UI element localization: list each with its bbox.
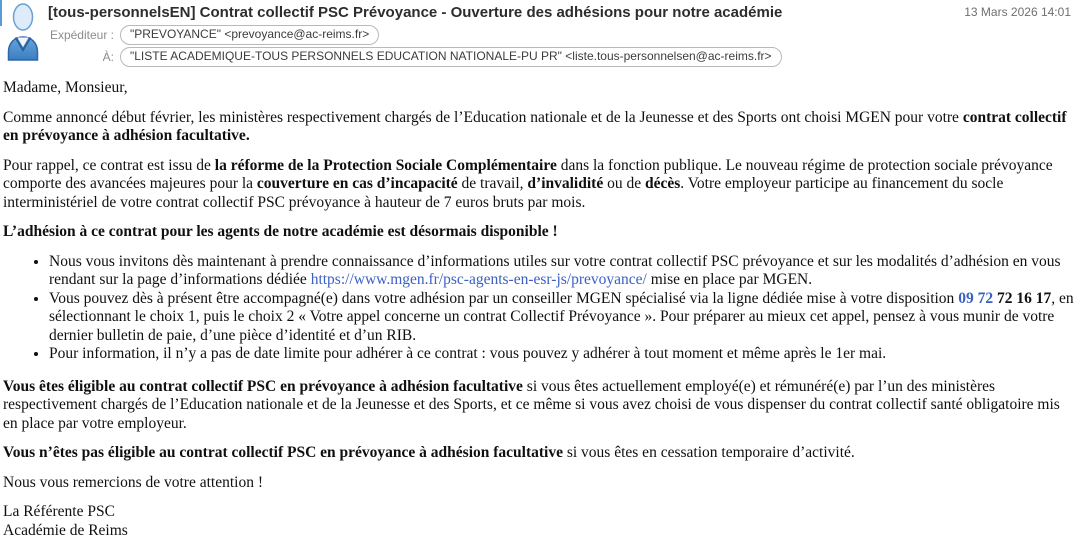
bullet-item — [49, 290, 1076, 346]
body-paragraph — [3, 223, 1076, 242]
body-paragraph — [3, 444, 1076, 463]
body-text: La Référente PSC — [3, 503, 115, 520]
body-text: si vous êtes en cessation temporaire d’activité. — [562, 444, 855, 461]
body-paragraph — [3, 378, 1076, 434]
body-text: la réforme de la Protection Sociale Complémentaire — [214, 156, 557, 174]
body-paragraph — [3, 157, 1076, 213]
body-text: L’adhésion à ce contrat pour les agents de notre académie est désormais disponible ! — [3, 223, 558, 240]
sender-chip[interactable]: "PREVOYANCE" <prevoyance@ac-reims.fr> — [120, 25, 379, 45]
body-text: Pour information, il n’y a pas de date limite pour adhérer à ce contrat : vous pouvez y adhérer à tout moment et même après le 1er mai. — [49, 345, 887, 362]
body-text: de travail, — [457, 175, 528, 192]
body-text: Vous êtes éligible au contrat collectif PSC en prévoyance à adhésion facultative — [3, 377, 523, 395]
bullet-item — [49, 345, 1076, 364]
body-link[interactable]: https://www.mgen.fr/psc-agents-en-esr-js/prevoyance/ — [310, 271, 647, 288]
email-subject: [tous-personnelsEN] Contrat collectif PSC Prévoyance - Ouverture des adhésions pour notre académie — [48, 4, 783, 21]
body-text: si vous êtes actuellement employé(e) et rémunéré(e) par l’un des ministères respectivement chargés de l’Education nationale et de la Jeunesse et des Sports, et ce même si vous avez choisi de vous dispenser du contrat collectif santé obligatoire mis en place par votre employeur. — [3, 377, 1060, 432]
bullet-list — [3, 253, 1076, 364]
bullet-item — [49, 253, 1076, 290]
recipient-row — [0, 47, 782, 67]
body-text: Comme annoncé début février, les ministères respectivement chargés de l’Education nationale et de la Jeunesse et des Sports ont choisi MGEN pour votre — [3, 108, 963, 126]
body-paragraph — [3, 474, 1076, 493]
left-accent-bar — [0, 0, 2, 26]
body-text: mise en place par MGEN. — [646, 271, 813, 288]
to-label: À: — [102, 50, 114, 64]
body-text: ou de — [603, 175, 645, 192]
body-paragraph — [3, 503, 1076, 522]
body-paragraph — [3, 109, 1076, 146]
body-text: couverture en cas d’incapacité — [256, 175, 458, 192]
body-text: Nous vous remercions de votre attention ! — [3, 473, 263, 491]
recipient-chip[interactable]: "LISTE ACADEMIQUE-TOUS PERSONNELS EDUCATION NATIONALE-PU PR" <liste.tous-personnelsen@ac-reims.fr> — [120, 47, 782, 67]
body-text: 72 16 17 — [993, 289, 1052, 307]
body-paragraph — [3, 522, 1076, 541]
email-date: 13 Mars 2026 14:01 — [964, 5, 1071, 19]
body-text: . Votre employeur participe au financement du socle interministériel de votre contrat collectif PSC prévoyance à hauteur de 7 euros bruts par mois. — [3, 175, 1004, 211]
body-text: Madame, Monsieur, — [3, 79, 128, 96]
body-text: décès — [644, 175, 681, 192]
body-text: Académie de Reims — [3, 521, 128, 539]
body-text: Vous n’êtes pas éligible au contrat collectif PSC en prévoyance à adhésion facultative — [3, 444, 563, 461]
body-text: Pour rappel, ce contrat est issu de — [3, 156, 215, 174]
body-text: Nous vous invitons dès maintenant à prendre connaissance d’informations utiles sur votre contrat collectif PSC prévoyance et sur les modalités d’adhésion en vous rendant sur la page d’informations dédiée — [49, 252, 1061, 288]
body-text: , en sélectionnant le choix 1, puis le choix 2 « Votre appel concerne un contrat Collectif Prévoyance ». Pour préparer au mieux cet appel, pensez à vous munir de votre dernier bulletin de paie, d’une pièce d’identité et d’un RIB. — [49, 289, 1074, 344]
body-text: Vous pouvez dès à présent être accompagné(e) dans votre adhésion par un conseiller MGEN spécialisé via la ligne dédiée mise à votre disposition — [49, 289, 959, 307]
body-link[interactable]: 09 72 — [958, 289, 994, 307]
body-text: dans la fonction publique. Le nouveau régime de protection sociale prévoyance comporte des avancées majeures pour la — [3, 156, 1053, 192]
body-text: d’invalidité — [527, 175, 604, 192]
email-body — [3, 79, 1076, 551]
from-label: Expéditeur : — [49, 28, 114, 42]
sender-row — [0, 25, 379, 45]
body-text: contrat collectif en prévoyance à adhésion facultative. — [3, 108, 1067, 144]
body-paragraph — [3, 79, 1076, 98]
